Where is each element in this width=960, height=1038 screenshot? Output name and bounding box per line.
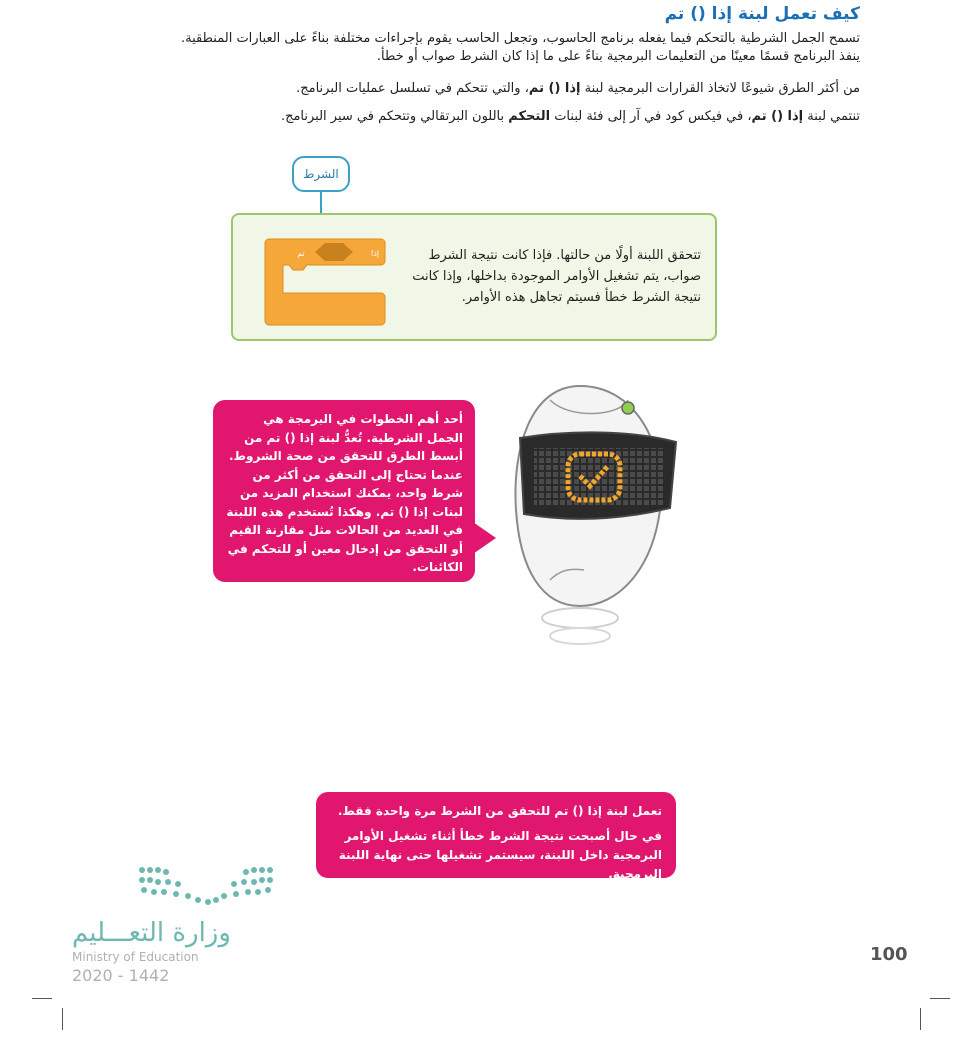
note-line-2: في حال أصبحت نتيجة الشرط خطأ أثناء تشغيل الأوامر البرمجية داخل اللبنة، سيستمر تشغيلها حتى نهاية اللبنة البرمجية. [338,829,662,881]
ministry-logo-icon [136,862,276,910]
if-then-block-icon [263,235,387,331]
block-then-label: تم [297,249,305,258]
robot-illustration-icon [510,380,680,660]
intro-paragraph [100,30,860,66]
edition-years: 2020 - 1442 [72,966,170,985]
speech-bubble [213,400,475,582]
speech-bubble-text: أحد أهم الخطوات في البرمجة هي الجمل الشرطية. تُعدُّ لبنة إذا () تم من أبسط الطرق للتحقق من صحة الشروط. عندما تحتاج إلى التحقق من أكثر من شرط واحد، يمكنك استخدام المزيد من لبنات إذا () تم. وهكذا تُستخدم هذه اللبنة في العديد من الحالات مثل مقارنة القيم أو التحقق من إدخال معين أو للتحكم في الكائنات. [226,412,463,574]
crop-mark-left-v [62,1008,63,1030]
condition-callout-label: الشرط [303,167,339,181]
block-if-label: إذا [370,249,380,258]
para2-text-before: من أكثر الطرق شيوعًا لاتخاذ القرارات البرمجية لبنة [580,81,860,96]
para2-bold: إذا () تم [528,81,581,96]
note-line-1: تعمل لبنة إذا () تم للتحقق من الشرط مرة واحدة فقط. [337,804,662,818]
speech-bubble-tail [470,520,496,556]
page-heading: كيف تعمل لبنة إذا () تم [664,4,860,24]
explanation-box [231,213,717,341]
explanation-text: تتحقق اللبنة أولًا من حالتها. فإذا كانت نتيجة الشرط صواب، يتم تشغيل الأوامر الموجودة بداخلها، وإذا كانت نتيجة الشرط خطأ فسيتم تجاهل هذه الأوامر. [412,248,701,305]
crop-mark-left-h [32,998,52,999]
para3-text-after: باللون البرتقالي وتتحكم في سير البرنامج. [280,109,509,124]
para3-bold-2: التحكم [508,109,551,124]
para2-text-after: ، والتي تتحكم في تسلسل عمليات البرنامج. [296,81,529,96]
intro-line-2: ينفذ البرنامج قسمًا معينًا من التعليمات البرمجية بناءً على ما إذا كان الشرط صواب أو خطأ. [376,49,860,64]
page-number: 100 [870,944,908,965]
crop-mark-right-h [930,998,950,999]
para3-text-before: تنتمي لبنة [803,109,860,124]
note-box [316,792,676,881]
paragraph-2 [100,80,860,98]
para3-text-middle: ، في فيكس كود في آر إلى فئة لبنات [550,109,752,124]
condition-callout [292,156,350,192]
intro-line-1: تسمح الجمل الشرطية بالتحكم فيما يفعله برنامج الحاسوب، وتجعل الحاسب يقوم بإجراءات مختلفة بناءً على العبارات المنطقية. [181,31,860,46]
ministry-name-arabic: وزارة التعـــليم [72,918,231,948]
ministry-name-english: Ministry of Education [72,950,199,964]
crop-mark-right-v [920,1008,921,1030]
para3-bold-1: إذا () تم [751,109,804,124]
paragraph-3 [100,108,860,126]
